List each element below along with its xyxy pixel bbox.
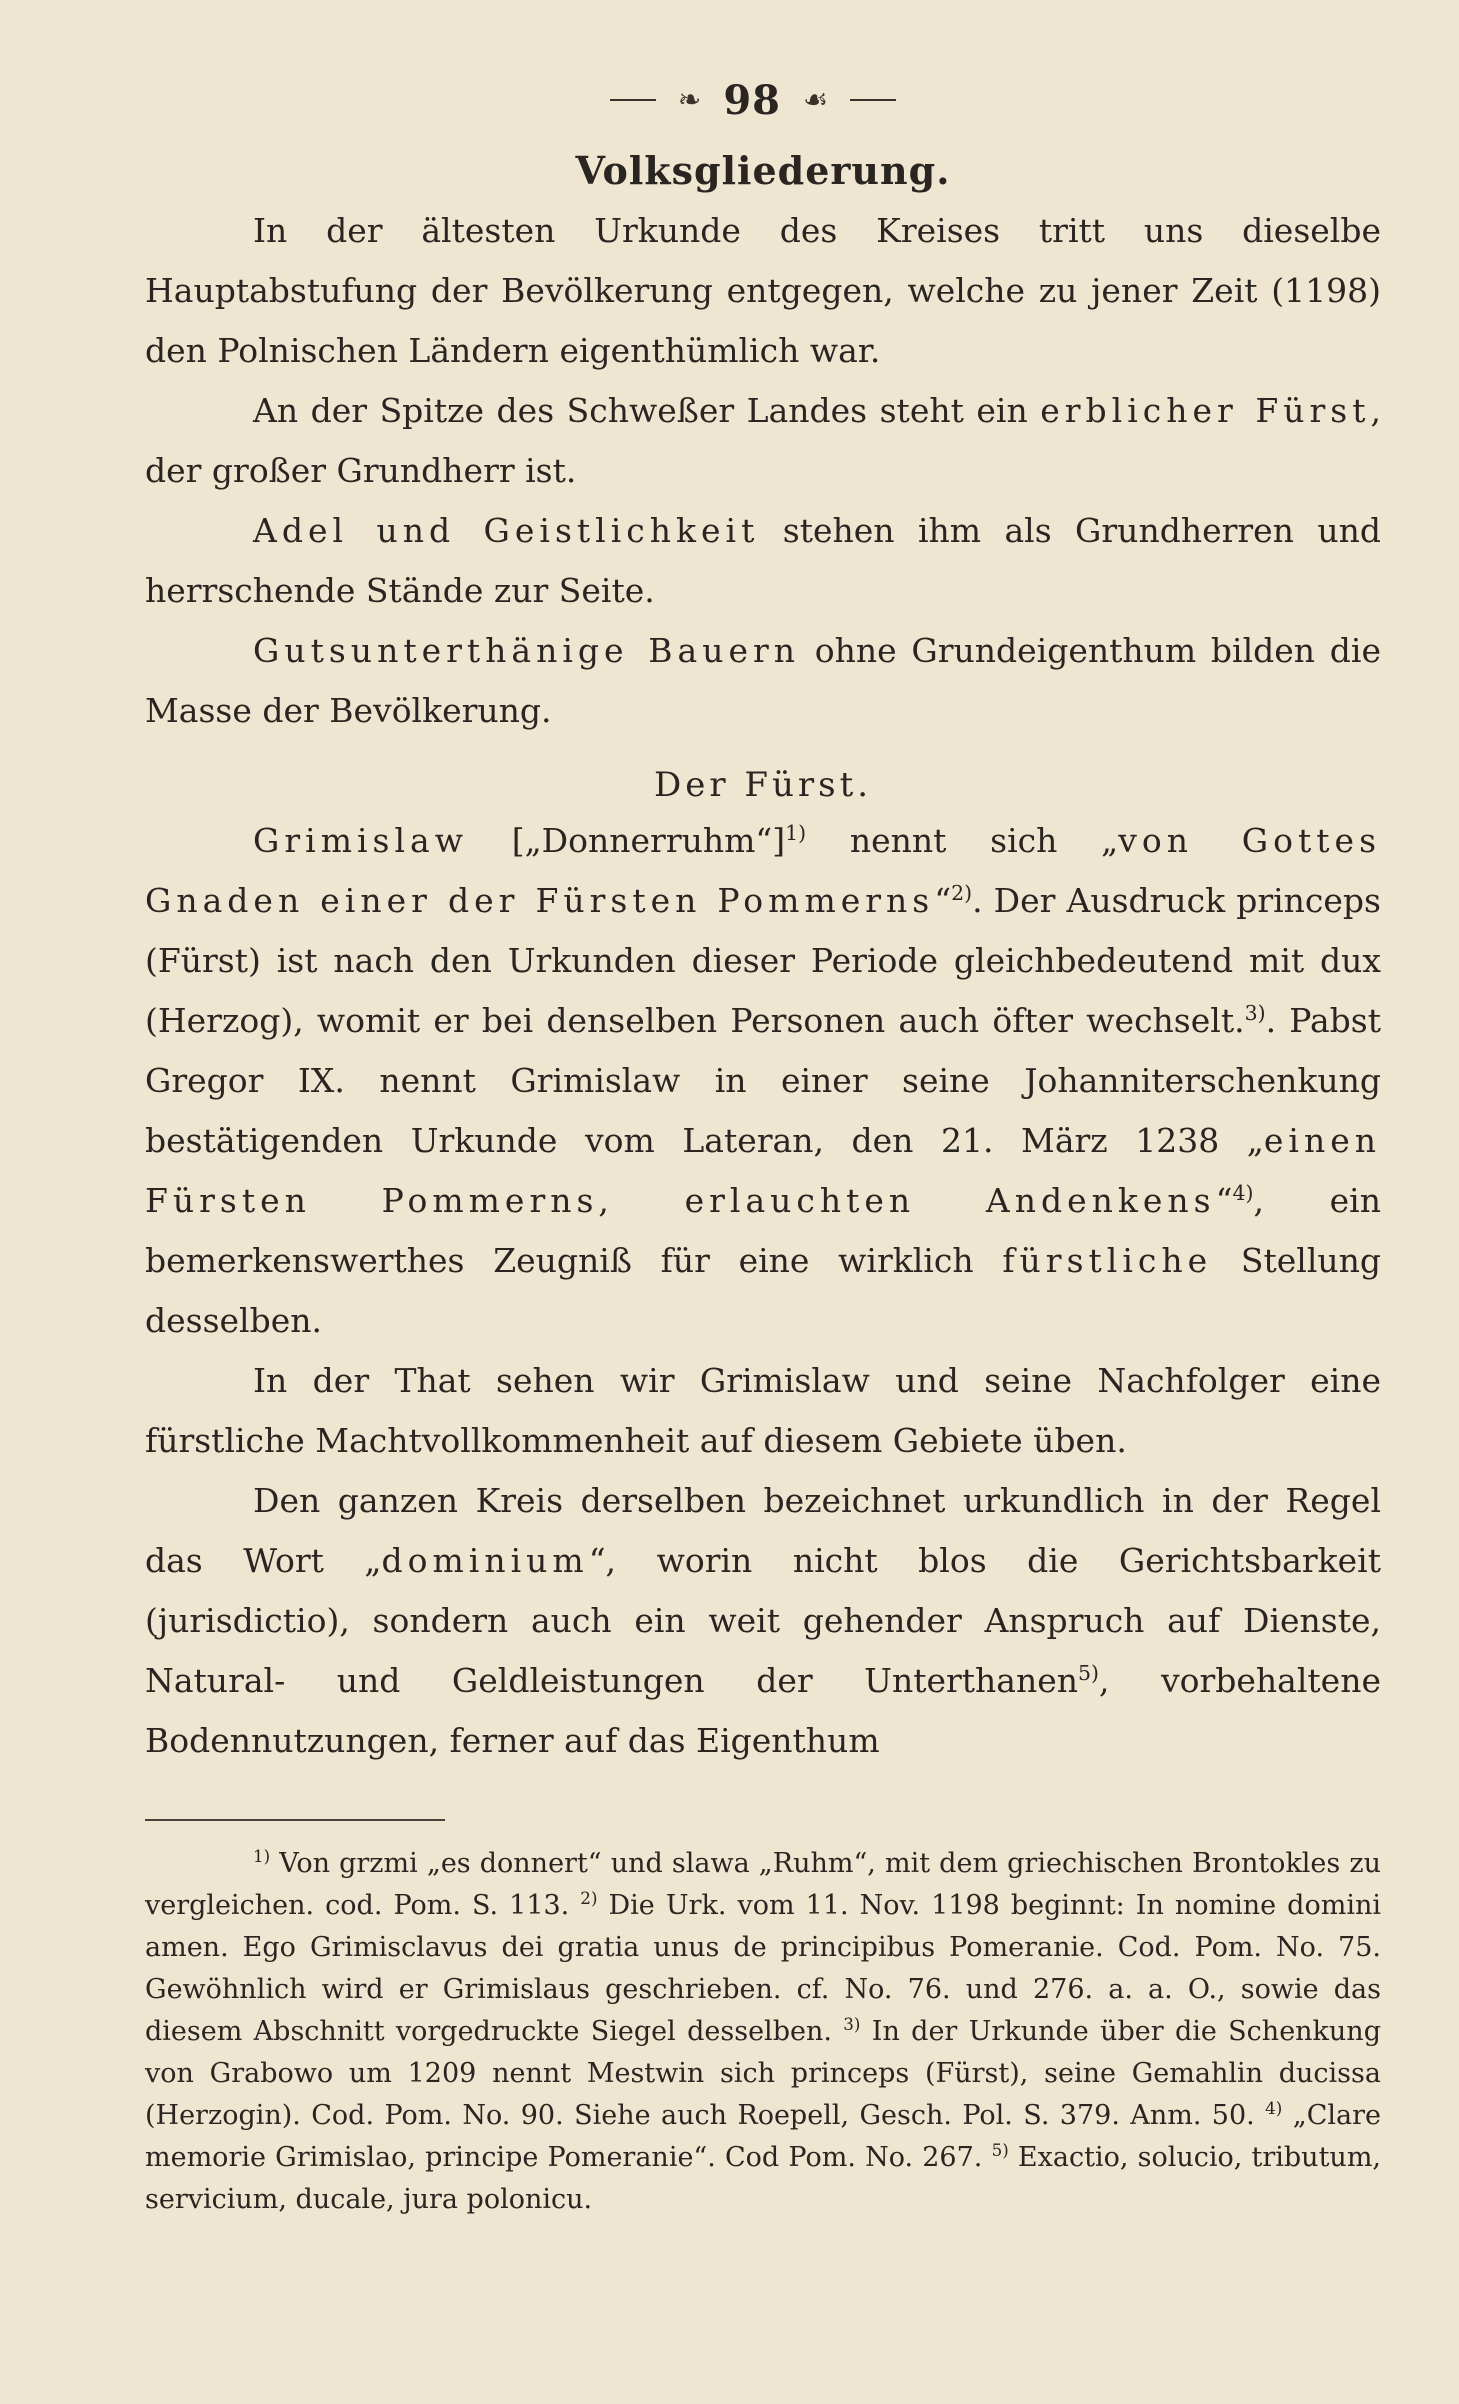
footnotes-block <box>145 1843 1381 2221</box>
p7-text-a: Den ganzen Kreis derselben bezeichnet urkundlich in der Regel das Wort „ <box>145 1481 1381 1580</box>
paragraph-6: In der That sehen wir Grimislaw und seine Nachfolger eine fürstliche Machtvollkommenheit auf diesem Gebiete üben. <box>145 1361 1381 1460</box>
footnote-ref-4: 4) <box>1232 1181 1254 1205</box>
p5-text-f: “ <box>1215 1181 1233 1220</box>
p5-spaced-2: von Gottes Gnaden einer der Fürsten Pommerns <box>145 821 1381 920</box>
footnote-3: In der Urkunde über die Schenkung von Grabowo um 1209 nennt Mestwin sich princeps (Fürst), seine Gemahlin ducissa (Herzogin). Cod. Pom. No. 90. Siehe auch Roepell, Gesch. Pol. S. 379. Anm. 50. <box>145 2016 1381 2131</box>
p3-spaced: Adel und Geistlichkeit <box>253 511 760 550</box>
p5-text-g: , ein bemerkenswerthes Zeugniß für eine wirklich <box>145 1181 1381 1280</box>
p2-text-b: , der großer Grundherr ist. <box>145 391 1381 490</box>
footnote-1: Von grzmi „es donnert“ und slawa „Ruhm“, mit dem griechischen Brontokles zu vergleichen. cod. Pom. S. 113. <box>145 1848 1381 1921</box>
p5-spaced-4: fürstliche <box>1002 1241 1213 1280</box>
p4-spaced: Gutsunterthänige Bauern <box>253 631 800 670</box>
paragraph-3 <box>145 501 1381 621</box>
p7-text-c: , vorbehaltene Bodennutzungen, ferner auf das Eigenthum <box>145 1661 1381 1760</box>
p5-text-b: nennt sich „ <box>806 821 1119 860</box>
subsection-title: Der Fürst. <box>653 765 873 805</box>
footnote-ref-5: 5) <box>1078 1661 1099 1685</box>
footnote-4: „Clare memorie Grimislao, principe Pomeranie“. Cod Pom. No. 267. <box>145 2100 1381 2173</box>
ornament-left-icon: ❧ <box>677 83 702 116</box>
p2-text-a: An der Spitze des Schweßer Landes steht ein <box>253 391 1041 430</box>
p5-spaced-3: einen Fürsten Pommerns, erlauchten Andenkens <box>145 1121 1381 1220</box>
p5-text-h: Stellung desselben. <box>145 1241 1381 1340</box>
header-rule-left <box>610 99 656 101</box>
paragraph-7 <box>145 1471 1381 1771</box>
paragraph-1: In der ältesten Urkunde des Kreises tritt uns dieselbe Hauptabstufung der Bevölkerung entgegen, welche zu jener Zeit (1198) den Polnischen Ländern eigenthümlich war. <box>145 211 1381 370</box>
footnote-num-4: 4) <box>1265 2098 1283 2118</box>
footnote-ref-2: 2) <box>951 881 973 905</box>
footnote-ref-3: 3) <box>1244 1001 1266 1025</box>
p5-spaced-1: Grimislaw <box>253 821 468 860</box>
paragraph-5 <box>145 811 1381 1351</box>
page-number: 98 <box>723 76 782 124</box>
footnote-num-3: 3) <box>843 2014 861 2034</box>
p5-text-d: . Der Ausdruck princeps (Fürst) ist nach den Urkunden dieser Periode gleichbedeutend mit dux (Herzog), womit er bei denselben Personen auch öfter wechselt. <box>145 881 1381 1040</box>
footnote-ref-1: 1) <box>785 821 807 845</box>
p5-text-e: . Pabst Gregor IX. nennt Grimislaw in einer seine Johanniterschenkung bestätigenden Urkunde vom Lateran, den 21. März 1238 „ <box>145 1001 1382 1160</box>
footnote-num-5: 5) <box>991 2140 1009 2160</box>
p2-spaced: erblicher Fürst <box>1040 391 1371 430</box>
footnote-num-1: 1) <box>253 1846 271 1866</box>
p5-text-c: “ <box>934 881 952 920</box>
paragraph-2 <box>145 381 1381 501</box>
section-title: Volksgliederung. <box>575 148 951 193</box>
paragraph-4 <box>145 621 1381 741</box>
p3-text-b: stehen ihm als Grundherren und herrschende Stände zur Seite. <box>145 511 1381 610</box>
footnote-5: Exactio, solucio, tributum, servicium, ducale, jura polonicu. <box>145 2142 1381 2215</box>
footnote-num-2: 2) <box>580 1888 598 1908</box>
footnote-2: Die Urk. vom 11. Nov. 1198 beginnt: In nomine domini amen. Ego Grimisclavus dei gratia unus de principibus Pomeranie. Cod. Pom. No. 75. Gewöhnlich wird er Grimislaus geschrieben. cf. No. 76. und 276. a. a. O., sowie das diesem Abschnitt vorgedruckte Siegel desselben. <box>145 1890 1381 2047</box>
p4-text-b: ohne Grundeigenthum bilden die Masse der Bevölkerung. <box>145 631 1381 730</box>
page-header <box>125 76 1381 124</box>
p5-text-a: [„Donnerruhm“] <box>467 821 786 860</box>
p7-text-b: “, worin nicht blos die Gerichtsbarkeit (jurisdictio), sondern auch ein weit gehender Anspruch auf Dienste, Natural- und Geldleistungen der Unterthanen <box>145 1541 1381 1700</box>
header-rule-right <box>850 99 896 101</box>
p7-spaced: dominium <box>381 1541 589 1580</box>
footnote-divider <box>145 1819 445 1821</box>
ornament-right-icon: ☙ <box>803 83 829 116</box>
